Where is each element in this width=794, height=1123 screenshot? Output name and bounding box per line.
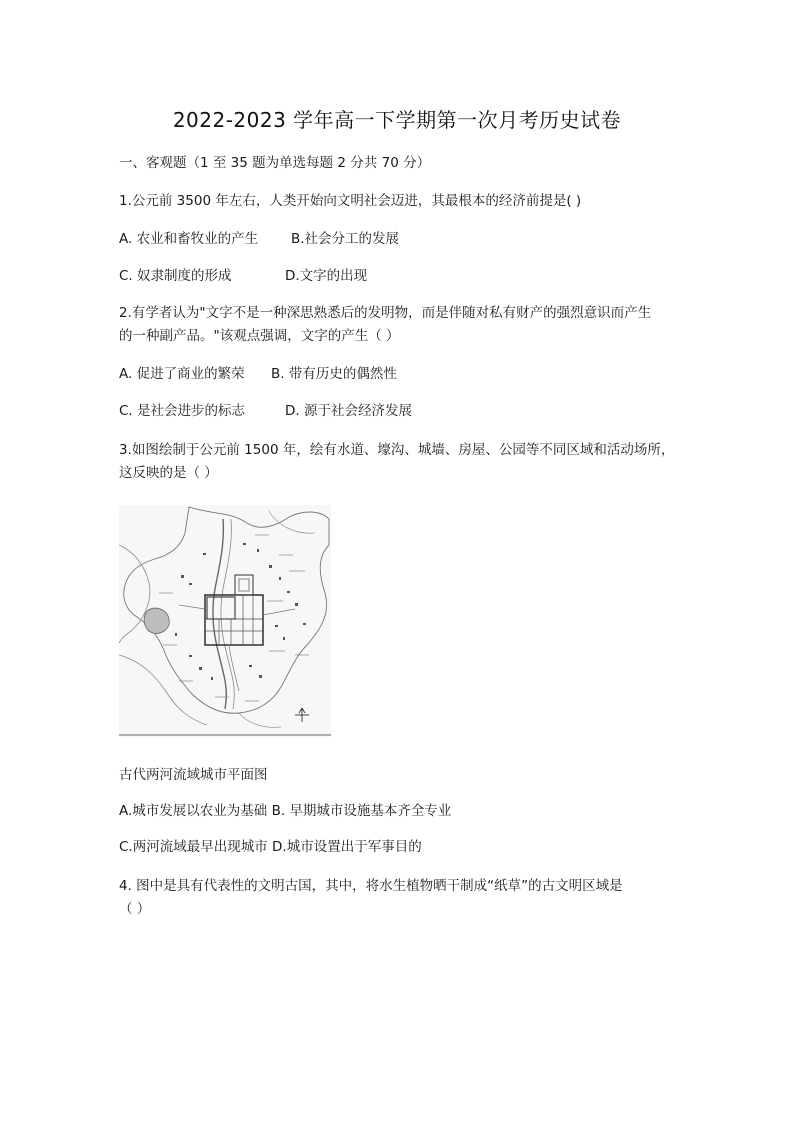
question-1-options-cd: [119, 267, 368, 285]
question-4-stem-line-1: 4. 图中是具有代表性的文明古国，其中，将水生植物晒干制成“纸草”的古文明区域是: [119, 878, 623, 894]
question-2-option-b[interactable]: B. 带有历史的偶然性: [271, 366, 397, 382]
question-2-stem-line-1: 2.有学者认为"文字不是一种深思熟悉后的发明物，而是伴随对私有财产的强烈意识而产生: [119, 305, 652, 321]
question-3-options-ab[interactable]: A.城市发展以农业为基础 B. 早期城市设施基本齐全专业: [119, 803, 452, 819]
question-2-options-cd: [119, 402, 412, 420]
city-plan-figure: [119, 505, 331, 737]
question-2-option-a[interactable]: A. 促进了商业的繁荣: [119, 366, 245, 382]
exam-title: 2022-2023 学年高一下学期第一次月考历史试卷: [172, 108, 622, 132]
question-4-stem-line-2: （ ）: [119, 901, 151, 917]
section-heading: 一、客观题（1 至 35 题为单选每题 2 分共 70 分）: [119, 155, 431, 171]
figure-caption: 古代两河流域城市平面图: [119, 767, 268, 783]
question-2-stem-line-2: 的一种副产品。"该观点强调，文字的产生（ ）: [119, 328, 400, 344]
question-2-option-c[interactable]: C. 是社会进步的标志: [119, 403, 246, 419]
question-3-stem-line-2: 这反映的是（ ）: [119, 465, 218, 481]
question-2-options-ab: [119, 365, 397, 383]
question-1-option-b[interactable]: B.社会分工的发展: [291, 231, 400, 247]
question-3-stem-line-1: 3.如图绘制于公元前 1500 年，绘有水道、壕沟、城墙、房屋、公园等不同区域和活动场所，: [119, 442, 675, 458]
question-2-option-d[interactable]: D. 源于社会经济发展: [285, 403, 412, 419]
question-1-stem: 1.公元前 3500 年左右，人类开始向文明社会迈进，其最根本的经济前提是( ): [119, 193, 582, 209]
question-1-option-d[interactable]: D.文字的出现: [285, 268, 368, 284]
question-3-options-cd[interactable]: C.两河流域最早出现城市 D.城市设置出于军事目的: [119, 839, 422, 855]
city-plan-map-image: [119, 505, 331, 737]
question-1-option-c[interactable]: C. 奴隶制度的形成: [119, 268, 232, 284]
question-1-option-a[interactable]: A. 农业和畜牧业的产生: [119, 231, 259, 247]
question-1-options-ab: [119, 230, 400, 248]
